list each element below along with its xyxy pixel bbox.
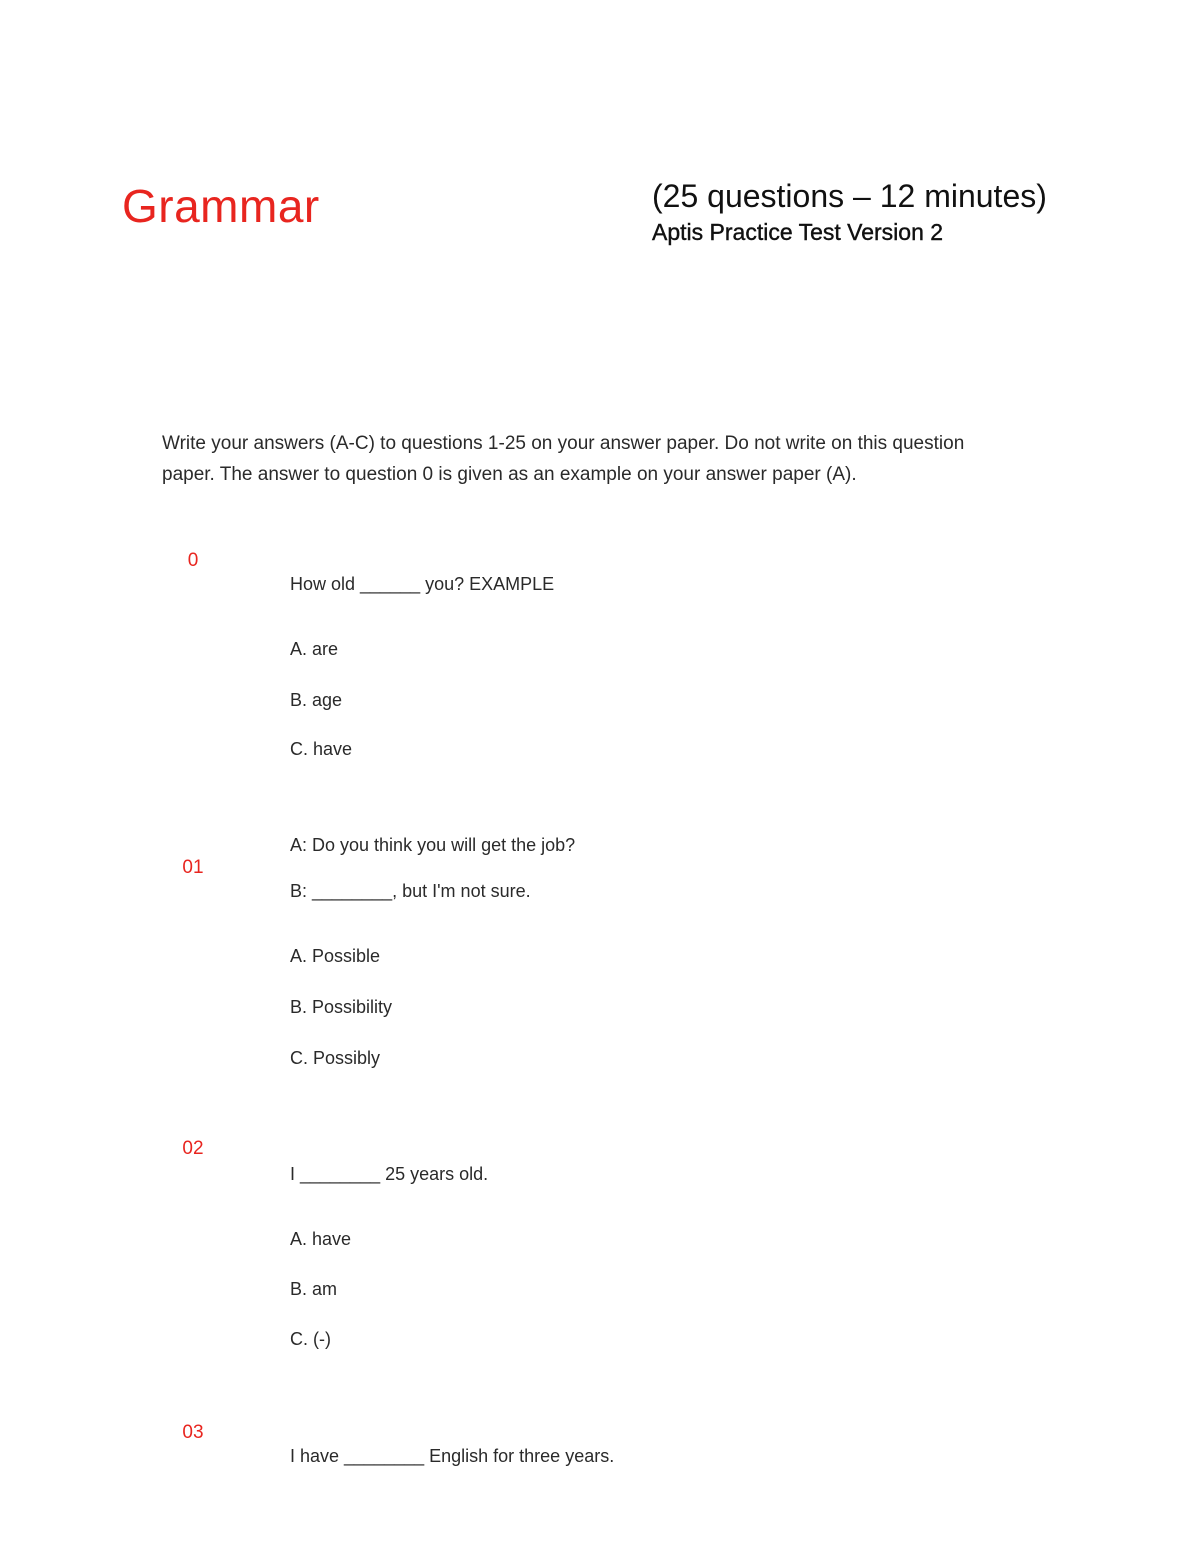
question-prompt: How old ______ you? EXAMPLE	[290, 574, 555, 594]
question-number: 0	[187, 550, 199, 571]
test-version: Aptis Practice Test Version 2	[652, 219, 944, 245]
question-prompt: B: ________, but I'm not sure.	[290, 881, 531, 901]
test-meta	[652, 176, 1047, 246]
question-number: 03	[182, 1422, 204, 1443]
answer-option: B. am	[290, 1279, 338, 1299]
answer-option: B. age	[290, 690, 343, 710]
instructions-line-1: Write your answers (A-C) to questions 1-25 on your answer paper. Do not write on this question	[162, 433, 965, 454]
question-prompt: I have ________ English for three years.	[290, 1446, 615, 1466]
question-prompt: I ________ 25 years old.	[290, 1164, 489, 1184]
instructions	[162, 428, 1102, 490]
instructions-line-2: paper. The answer to question 0 is given as an example on your answer paper (A).	[162, 464, 857, 485]
section-title: Grammar	[122, 180, 320, 232]
answer-option: A. are	[290, 639, 339, 659]
answer-option: C. have	[290, 739, 353, 759]
answer-option: A. Possible	[290, 946, 381, 966]
answer-option: A. have	[290, 1229, 352, 1249]
answer-option: C. Possibly	[290, 1048, 381, 1068]
answer-option: C. (-)	[290, 1329, 331, 1349]
question-prompt: A: Do you think you will get the job?	[290, 835, 576, 855]
test-duration: (25 questions – 12 minutes)	[652, 178, 1047, 214]
question-number: 02	[182, 1138, 204, 1159]
answer-option: B. Possibility	[290, 997, 393, 1017]
question-number: 01	[182, 857, 204, 878]
